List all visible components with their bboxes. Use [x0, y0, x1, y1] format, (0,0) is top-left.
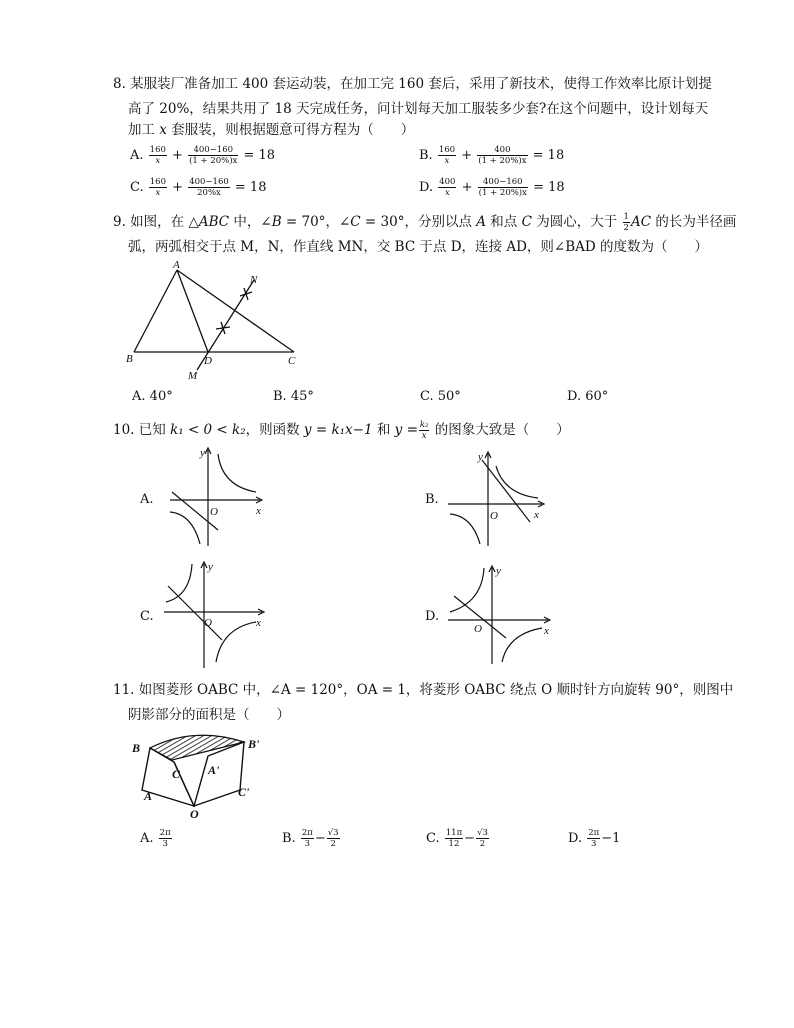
- label-n: N: [250, 274, 258, 286]
- side-ab: [134, 270, 177, 352]
- q10-graph-b-label: B.: [425, 492, 439, 507]
- x-label: x: [534, 509, 539, 521]
- q9-line-2: 弧，两弧相交于点 M，N，作直线 MN，交 BC 于点 D，连接 AD，则∠BAD 的度数为（ ）: [128, 239, 709, 255]
- label-m: M: [188, 370, 198, 382]
- label-b-prime: B': [248, 737, 260, 751]
- label-d: D: [204, 355, 212, 367]
- label-a: A: [144, 789, 153, 803]
- q8-option-b: B. $\frac{160}{x}$ + $\frac{400}{(1 + 20\%)x}$ = 18: [419, 145, 565, 166]
- hyperbola-q2: [450, 568, 484, 612]
- origin-label: O: [204, 617, 212, 629]
- q10-graph-c-label: C.: [140, 609, 154, 624]
- label-c: C: [288, 355, 296, 367]
- q9-option-b: B. 45°: [273, 389, 314, 404]
- hyperbola-q1: [496, 466, 538, 498]
- x-label: x: [256, 617, 261, 629]
- side-ac: [177, 270, 294, 352]
- q11-line-1: 11. 如图菱形 OABC 中，∠A = 120°，OA = 1，将菱形 OABC 绕点 O 顺时针方向旋转 90°，则图中: [113, 682, 734, 698]
- label-c: C: [172, 767, 181, 781]
- line-graph: [168, 586, 222, 640]
- hyperbola-q3: [450, 514, 480, 544]
- q8-line-2: 高了 20%，结果共用了 18 天完成任务，问计划每天加工服装多少套?在这个问题中，设计划每天: [128, 101, 709, 117]
- q10-graph-c: [160, 556, 270, 670]
- q9-option-a: A. 40°: [132, 389, 173, 404]
- origin-label: O: [474, 623, 482, 635]
- q9-option-d: D. 60°: [567, 389, 609, 404]
- label-a: A: [173, 259, 180, 271]
- q9-option-c: C. 50°: [420, 389, 461, 404]
- q10-graph-a-label: A.: [140, 492, 154, 507]
- origin-label: O: [490, 510, 498, 522]
- label-o: O: [190, 807, 199, 820]
- q9-line-1: 9. 如图，在 △ABC 中，∠B = 70°，∠C = 30°，分别以点 A 和点 C 为圆心，大于 $\frac{1}{2}$ AC 的长为半径画: [113, 212, 737, 233]
- x-label: x: [256, 505, 261, 517]
- hyperbola-q4: [502, 628, 542, 662]
- arc-mark-mid: [216, 322, 230, 334]
- q8-line-1: 8. 某服装厂准备加工 400 套运动装，在加工完 160 套后，采用了新技术，使得工作效率比原计划提: [113, 76, 712, 92]
- q9-triangle-figure: [122, 258, 312, 383]
- q11-option-b: B. $\frac{2\pi}{3}$ − $\frac{√3}{2}$: [282, 828, 339, 849]
- y-label: y: [496, 565, 501, 577]
- q8-line-3: 加工 x 套服装，则根据题意可得方程为（ ）: [128, 122, 415, 138]
- y-label: y: [200, 447, 205, 459]
- q11-line-2: 阴影部分的面积是（ ）: [128, 707, 290, 723]
- segment-ad: [177, 270, 208, 352]
- q11-option-d: D. $\frac{2\pi}{3}$ −1: [568, 828, 621, 849]
- label-c-prime: C': [238, 785, 250, 799]
- hyperbola-q3: [170, 512, 200, 544]
- q10-graph-a: [160, 442, 270, 550]
- q8-option-d: D. $\frac{400}{x}$ + $\frac{400-160}{(1 + 20\%)x}$ = 18: [419, 177, 565, 198]
- q8-option-a: A. $\frac{160}{x}$ + $\frac{400-160}{(1 + 20\%)x}$ = 18: [130, 145, 276, 166]
- label-b: B: [132, 741, 141, 755]
- y-label: y: [478, 451, 483, 463]
- y-label: y: [208, 561, 213, 573]
- hyperbola-q1: [218, 454, 256, 492]
- hyperbola-q4: [216, 622, 256, 662]
- label-b: B: [126, 353, 133, 365]
- q8-option-c: C. $\frac{160}{x}$ + $\frac{400-160}{20\%x}$ = 18: [130, 177, 267, 198]
- q10-graph-b: [444, 446, 554, 550]
- q10-line-1: 10. 已知 k₁ < 0 < k₂，则函数 y = k₁x−1 和 y = $\frac{\text{k₂}}{x}$ 的图象大致是（ ）: [113, 420, 570, 441]
- x-label: x: [544, 625, 549, 637]
- q11-option-a: A. $\frac{2\pi}{3}$: [140, 828, 171, 849]
- label-a-prime: A': [208, 763, 220, 777]
- q11-rhombus-figure: [128, 728, 270, 820]
- origin-label: O: [210, 506, 218, 518]
- q10-graph-d: [444, 560, 554, 668]
- q10-graph-d-label: D.: [425, 609, 440, 624]
- q11-option-c: C. $\frac{11\pi}{12}$ − $\frac{√3}{2}$: [426, 828, 488, 849]
